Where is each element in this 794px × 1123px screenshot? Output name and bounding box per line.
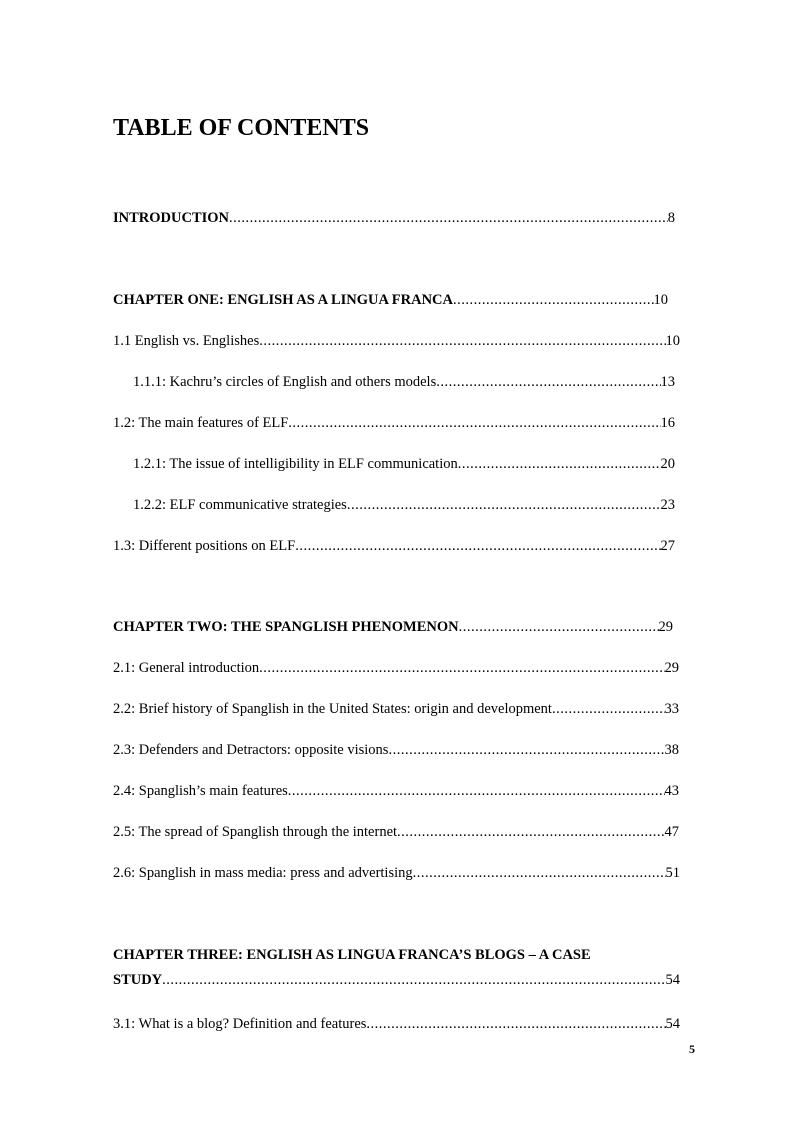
toc-leader bbox=[397, 821, 664, 843]
toc-entry-1-2-1 bbox=[133, 453, 675, 475]
toc-entry-page: 29 bbox=[664, 660, 679, 676]
toc-entry-label: 1.2: The main features of ELF bbox=[113, 415, 289, 431]
toc-entry-chapter-one bbox=[113, 289, 668, 311]
toc-leader bbox=[288, 780, 665, 802]
toc-entry-page: 51 bbox=[665, 865, 680, 881]
toc-leader bbox=[388, 739, 664, 761]
toc-leader bbox=[162, 969, 665, 991]
toc-leader bbox=[288, 412, 660, 434]
toc-entry-1-3 bbox=[113, 535, 675, 557]
toc-entry-page: 8 bbox=[667, 210, 675, 226]
toc-entry-page: 54 bbox=[665, 1016, 680, 1032]
toc-leader bbox=[366, 1013, 665, 1035]
toc-entry-1-1-1 bbox=[133, 371, 675, 393]
toc-entry-label: 1.3: Different positions on ELF bbox=[113, 538, 296, 554]
toc-entry-page: 47 bbox=[664, 824, 679, 840]
toc-entry-2-2 bbox=[113, 698, 679, 720]
toc-entry-label: 2.2: Brief history of Spanglish in the United States: origin and development bbox=[113, 701, 552, 717]
toc-entry-label: 1.2.2: ELF communicative strategies bbox=[133, 497, 347, 513]
toc-entry-2-5 bbox=[113, 821, 679, 843]
toc-leader bbox=[259, 330, 665, 352]
toc-entry-page: 54 bbox=[665, 972, 680, 988]
toc-entry-label-line2: STUDY bbox=[113, 972, 163, 988]
footer-page-number: 5 bbox=[689, 1042, 695, 1056]
toc-entry-1-2 bbox=[113, 412, 675, 434]
toc-entry-label: INTRODUCTION bbox=[113, 210, 230, 226]
toc-entry-page: 43 bbox=[664, 783, 679, 799]
toc-entry-chapter-three bbox=[113, 941, 700, 991]
toc-entry-1-1 bbox=[113, 330, 680, 352]
toc-entry-page: 23 bbox=[660, 497, 675, 513]
toc-entry-label: CHAPTER ONE: ENGLISH AS A LINGUA FRANCA bbox=[113, 292, 453, 308]
toc-entry-label: 2.5: The spread of Spanglish through the internet bbox=[113, 824, 398, 840]
toc-leader bbox=[229, 207, 668, 229]
toc-entry-label: 2.3: Defenders and Detractors: opposite visions bbox=[113, 742, 389, 758]
toc-entry-label: 2.1: General introduction bbox=[113, 660, 260, 676]
page-title: TABLE OF CONTENTS bbox=[113, 115, 370, 141]
toc-entry-chapter-two bbox=[113, 616, 673, 638]
toc-leader bbox=[295, 535, 660, 557]
toc-entry-label: CHAPTER TWO: THE SPANGLISH PHENOMENON bbox=[113, 619, 459, 635]
toc-entry-3-1 bbox=[113, 1013, 680, 1035]
toc-leader bbox=[453, 289, 654, 311]
toc-entry-line2 bbox=[113, 969, 680, 991]
toc-entry-page: 16 bbox=[660, 415, 675, 431]
toc-entry-label-line1: CHAPTER THREE: ENGLISH AS LINGUA FRANCA’S BLOGS – A CASE bbox=[113, 947, 591, 963]
toc-entry-1-2-2 bbox=[133, 494, 675, 516]
toc-entry-page: 33 bbox=[664, 701, 679, 717]
toc-entry-2-3 bbox=[113, 739, 679, 761]
toc-leader bbox=[347, 494, 661, 516]
toc-entry-page: 20 bbox=[660, 456, 675, 472]
toc-leader bbox=[459, 616, 659, 638]
toc-entry-page: 10 bbox=[653, 292, 668, 308]
toc-entry-2-6 bbox=[113, 862, 680, 884]
toc-entry-2-4 bbox=[113, 780, 679, 802]
toc-entry-page: 29 bbox=[658, 619, 673, 635]
toc-leader bbox=[436, 371, 660, 393]
toc-entry-label: 3.1: What is a blog? Definition and features bbox=[113, 1016, 367, 1032]
toc-entry-label: 1.1 English vs. Englishes bbox=[113, 333, 260, 349]
toc-entry-page: 38 bbox=[664, 742, 679, 758]
toc-leader bbox=[458, 453, 661, 475]
toc-leader bbox=[552, 698, 665, 720]
toc-entry-label: 1.2.1: The issue of intelligibility in ELF communication bbox=[133, 456, 458, 472]
toc-entry-label: 2.6: Spanglish in mass media: press and advertising bbox=[113, 865, 413, 881]
toc-entry-2-1 bbox=[113, 657, 679, 679]
toc-entry-label: 1.1.1: Kachru’s circles of English and others models bbox=[133, 374, 437, 390]
toc-entry-page: 10 bbox=[665, 333, 680, 349]
toc-entry-page: 13 bbox=[660, 374, 675, 390]
toc-leader bbox=[413, 862, 666, 884]
toc-entry-page: 27 bbox=[660, 538, 675, 554]
toc-entry-label: 2.4: Spanglish’s main features bbox=[113, 783, 288, 799]
toc-leader bbox=[259, 657, 664, 679]
toc-entry-introduction bbox=[113, 207, 675, 229]
